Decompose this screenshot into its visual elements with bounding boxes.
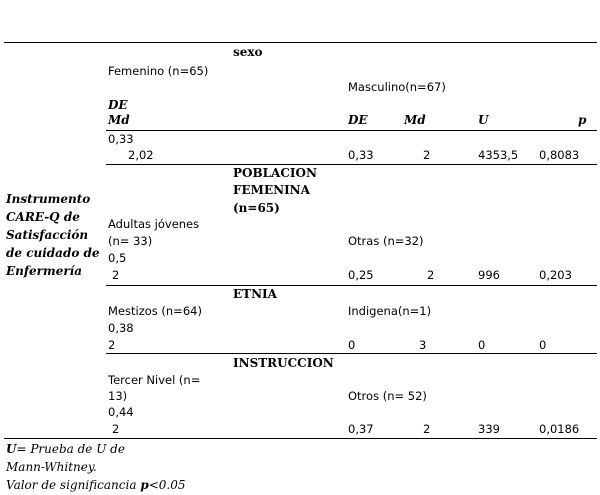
poblacion-md-b: 2 (427, 268, 435, 282)
group-label-masculino: Masculino(n=67) (348, 80, 446, 94)
col-header-md-b: Md (404, 113, 426, 127)
col-header-md-a: Md (108, 113, 130, 127)
footnote-line-1 (6, 440, 226, 458)
group-label-adultas-1: Adultas jóvenes (108, 217, 200, 231)
sexo-de-b: 0,33 (348, 148, 374, 162)
etnia-u: 0 (478, 338, 486, 352)
etnia-md-a: 2 (108, 338, 116, 352)
group-label-adultas-2: (n= 33) (108, 234, 153, 248)
sexo-de-a: 0,33 (108, 132, 134, 146)
rule-after-sexo (106, 164, 597, 165)
instruccion-md-a: 2 (112, 422, 120, 436)
row-stub-label: Instrumento CARE-Q de Satisfacción de cuidado de Enfermería (6, 192, 100, 278)
sexo-p: 0,8083 (539, 148, 580, 162)
etnia-de-a: 0,38 (108, 321, 134, 335)
footnote-line-2: Mann-Whitney. (6, 460, 97, 474)
top-rule (4, 42, 597, 43)
group-label-tercer-nivel-1: Tercer Nivel (n= (108, 373, 201, 387)
etnia-p: 0 (539, 338, 547, 352)
footnote-u-text: = Prueba de U de (16, 442, 125, 456)
col-header-p: p (578, 113, 587, 127)
sexo-u: 4353,5 (478, 148, 519, 162)
instruccion-de-a: 0,44 (108, 405, 134, 419)
group-label-otros: Otros (n= 52) (348, 389, 427, 403)
rule-after-poblacion (106, 285, 597, 286)
etnia-de-b: 0 (348, 338, 356, 352)
footnote-sig-threshold: <0.05 (148, 478, 186, 492)
group-label-mestizos: Mestizos (n=64) (108, 304, 202, 318)
rule-after-headers (106, 130, 597, 131)
col-header-de-a: DE (108, 98, 128, 112)
section-heading-poblacion-2: FEMENINA (233, 183, 310, 197)
sexo-md-a: 2,02 (128, 148, 154, 162)
poblacion-p: 0,203 (539, 268, 572, 282)
footnote-p-symbol: p (140, 478, 149, 492)
group-label-tercer-nivel-2: 13) (108, 389, 128, 403)
instruccion-de-b: 0,37 (348, 422, 374, 436)
instruccion-u: 339 (478, 422, 500, 436)
table-footnote (6, 440, 226, 494)
group-label-femenino: Femenino (n=65) (108, 64, 209, 78)
section-heading-etnia: ETNIA (233, 287, 277, 301)
section-heading-poblacion-3: (n=65) (233, 201, 280, 215)
footnote-sig-text: Valor de significancia (6, 478, 141, 492)
poblacion-de-a: 0,5 (108, 251, 127, 265)
section-heading-sexo: sexo (233, 45, 263, 59)
instruccion-md-b: 2 (423, 422, 431, 436)
col-header-u: U (478, 113, 489, 127)
group-label-indigena: Indigena(n=1) (348, 304, 432, 318)
bottom-rule (4, 438, 597, 439)
footnote-u-symbol: U (6, 442, 17, 456)
group-label-otras: Otras (n=32) (348, 234, 424, 248)
instruccion-p: 0,0186 (539, 422, 580, 436)
poblacion-u: 996 (478, 268, 500, 282)
etnia-md-b: 3 (419, 338, 427, 352)
footnote-line-3 (6, 476, 226, 494)
poblacion-de-b: 0,25 (348, 268, 374, 282)
poblacion-md-a: 2 (112, 268, 120, 282)
col-header-de-b: DE (348, 113, 368, 127)
rule-after-etnia (106, 353, 597, 354)
sexo-md-b: 2 (423, 148, 431, 162)
section-heading-poblacion-1: POBLACION (233, 166, 317, 180)
section-heading-instruccion: INSTRUCCION (233, 356, 334, 370)
